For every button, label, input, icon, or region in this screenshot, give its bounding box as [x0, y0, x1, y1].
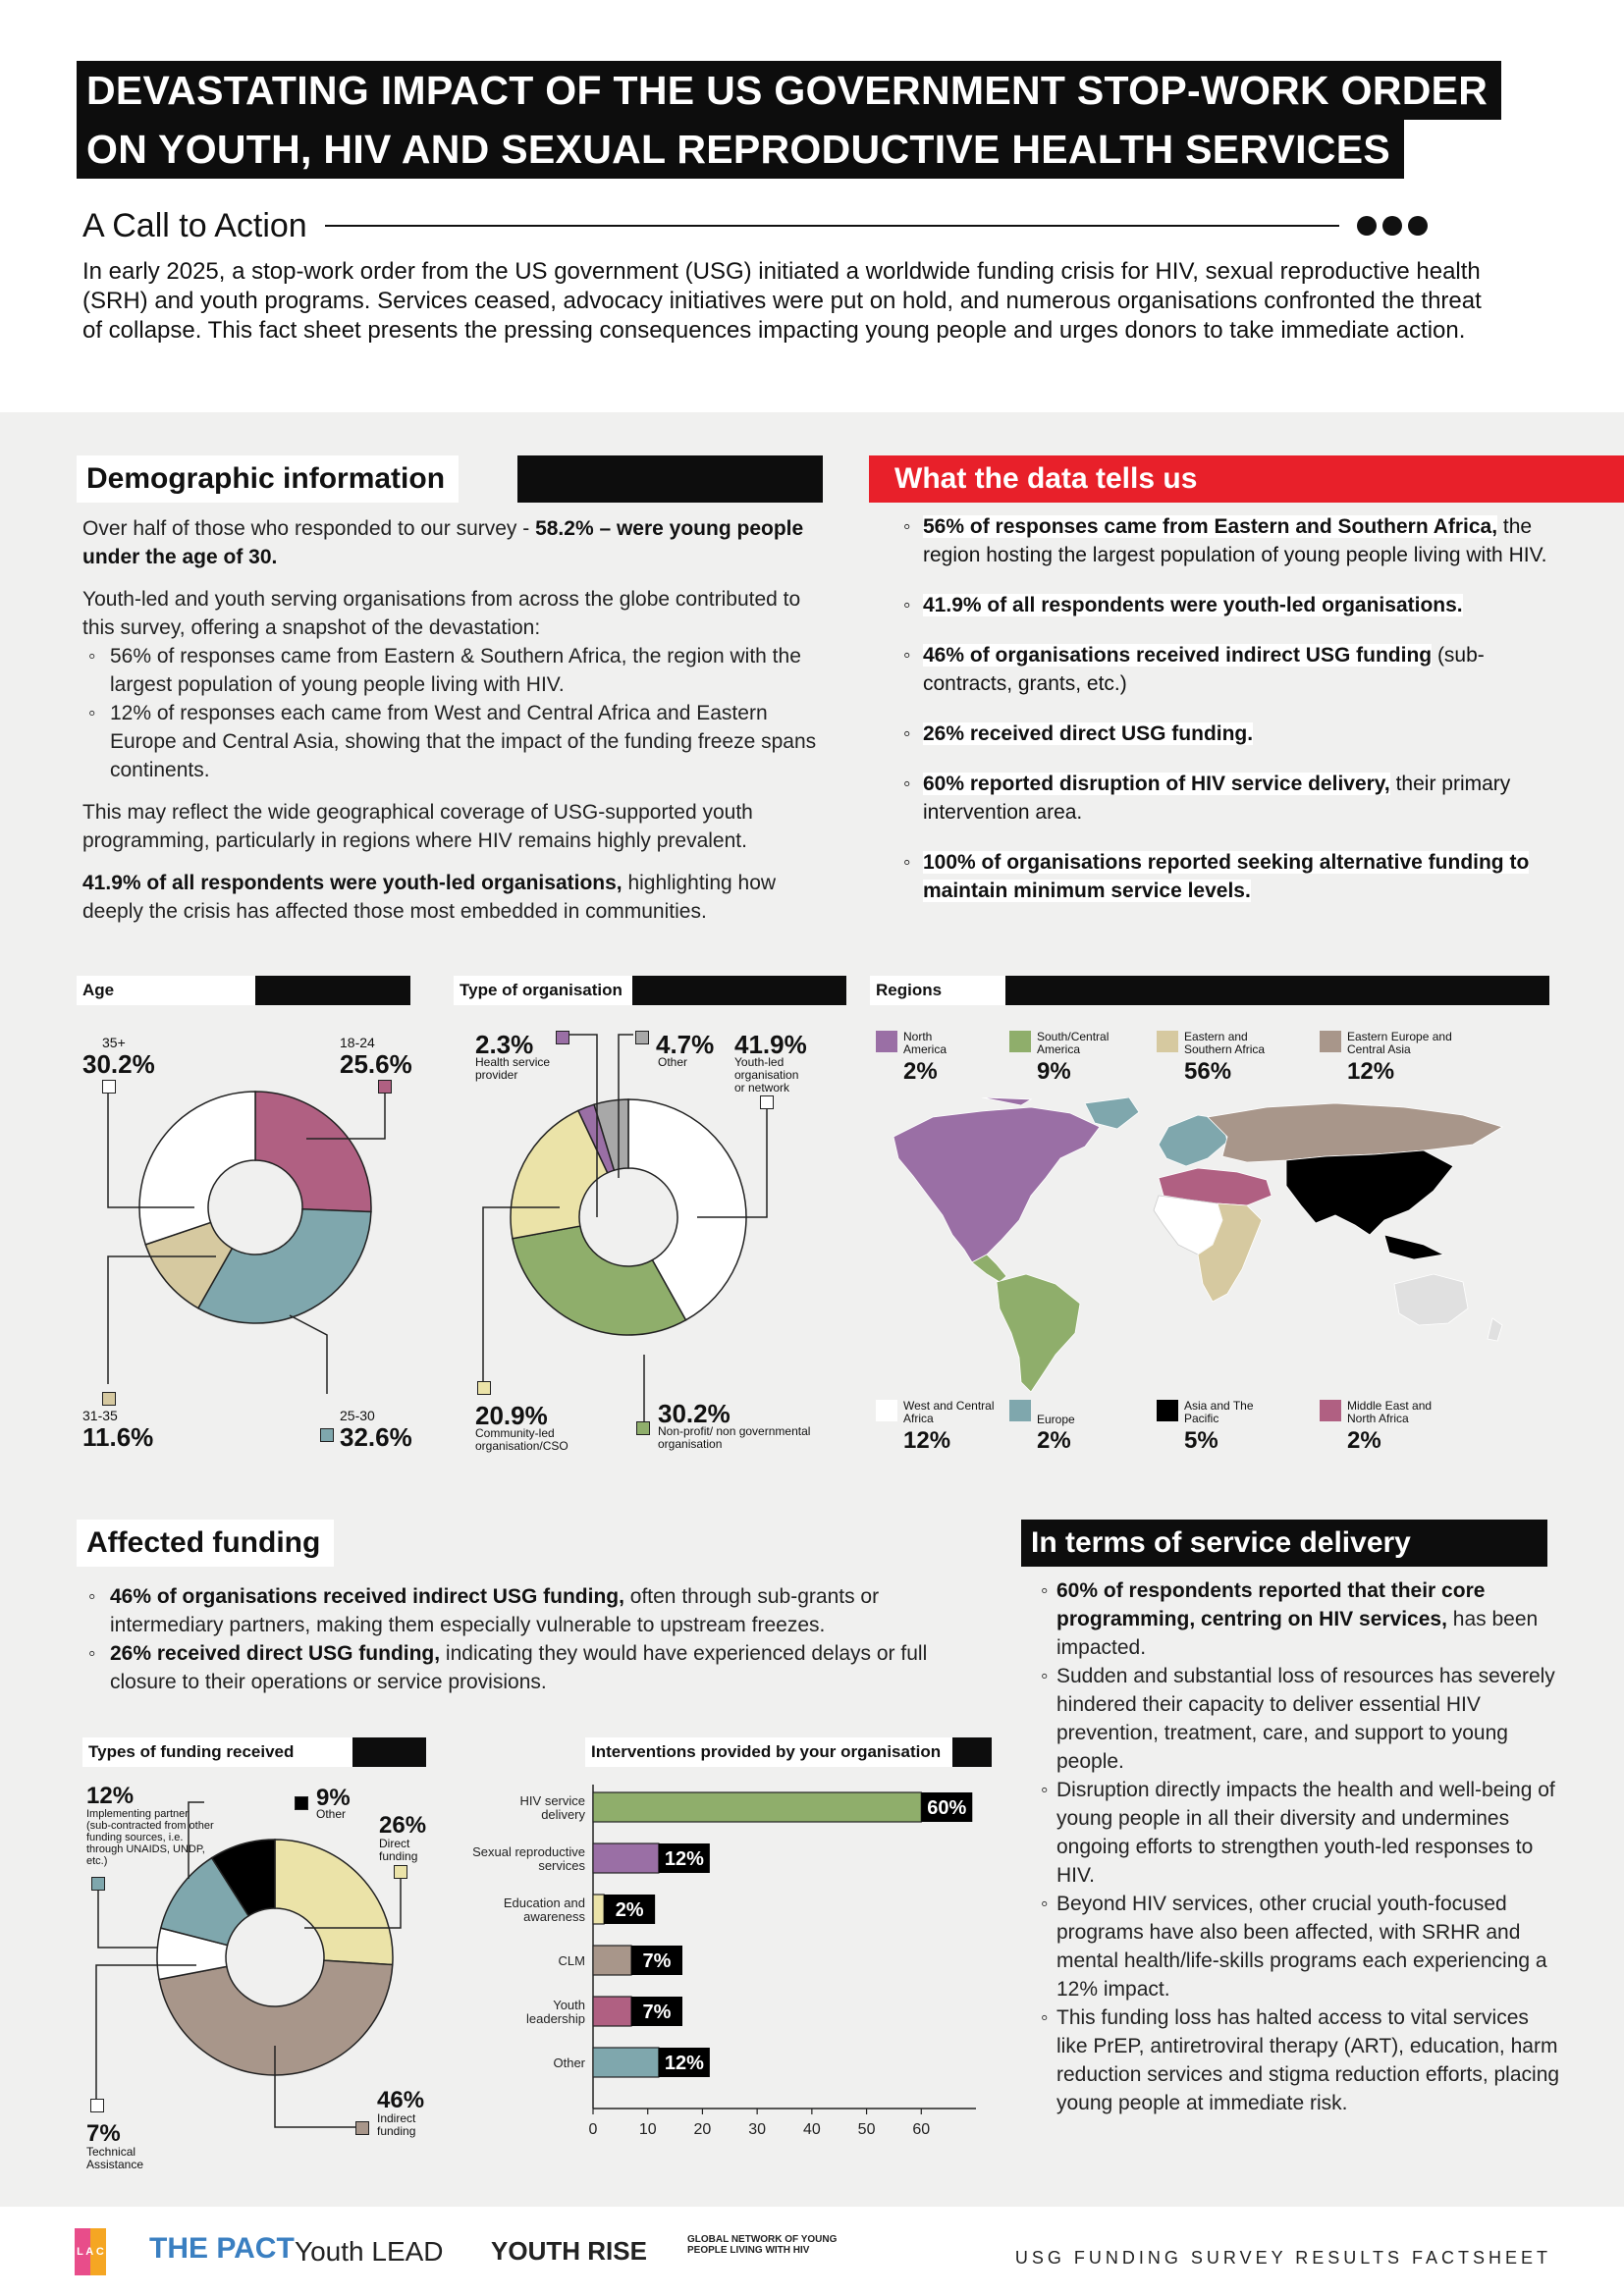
legend-pct: 2%	[1037, 1427, 1071, 1454]
legend-swatch	[1009, 1400, 1031, 1421]
age-label-pct: 25.6%	[340, 1049, 412, 1079]
item-bold: 41.9% of all respondents were youth-led organisations.	[923, 594, 1463, 616]
legend-swatch	[295, 1796, 308, 1810]
age-heading-label: Age	[77, 976, 255, 1005]
funding-label-name: Implementing partner (sub-contracted from other funding sources, i.e. through UNAIDS, UNDP, etc.)	[86, 1808, 214, 1867]
heading-bar	[517, 455, 823, 503]
org-label-pct: 30.2%	[658, 1399, 731, 1428]
gnp-logo: GLOBAL NETWORK OF YOUNG PEOPLE LIVING WITH HIV	[687, 2234, 838, 2256]
new-zealand-shape	[1488, 1318, 1502, 1341]
x-tick-label: 40	[802, 2121, 821, 2138]
call-to-action-row	[82, 204, 1428, 247]
page-title	[77, 61, 1501, 179]
list-item	[903, 641, 1551, 698]
list-item	[82, 1582, 996, 1639]
donut-slice	[255, 1092, 371, 1211]
bar	[593, 1997, 631, 2026]
funding-label-pct: 9%	[316, 1785, 351, 1811]
legend-swatch	[320, 1428, 334, 1442]
donut-slice	[513, 1226, 685, 1335]
legend-name: Eastern and Southern Africa	[1184, 1030, 1266, 1056]
age-label-pct: 11.6%	[82, 1422, 154, 1452]
bar	[593, 1792, 921, 1822]
funding-label-name: Technical Assistance	[86, 2145, 144, 2171]
age-label-group: 18-24	[340, 1035, 375, 1050]
youth-lead-logo: Youth LEAD	[295, 2236, 444, 2267]
org-label-name: Health service provider	[475, 1055, 551, 1082]
item-normal: often through sub-grants or intermediary partners, making them especially vulnerable to upstream freezes.	[110, 1585, 880, 1636]
demographic-bullets	[82, 642, 829, 784]
value-label: 60%	[927, 1797, 967, 1819]
item-bold: 56% of responses came from Eastern and Southern Africa,	[923, 515, 1498, 538]
demographic-p1	[82, 514, 829, 571]
item-normal: (sub-contracts, grants, etc.)	[923, 644, 1485, 695]
item-bold: 26% received direct USG funding.	[923, 722, 1254, 745]
service-heading-label: In terms of service delivery	[1021, 1520, 1547, 1567]
list-item	[1041, 1662, 1561, 1776]
legend-pct: 5%	[1184, 1427, 1218, 1454]
age-label-group: 35+	[102, 1035, 126, 1050]
legend-swatch	[378, 1080, 392, 1094]
title-line-1: DEVASTATING IMPACT OF THE US GOVERNMENT STOP-WORK ORDER	[77, 61, 1501, 120]
funding-label-name: Direct funding	[379, 1837, 418, 1863]
org-label-pct: 4.7%	[656, 1030, 715, 1059]
demographic-heading	[77, 455, 823, 503]
item-normal: the region hosting the largest population of young people living with HIV.	[923, 515, 1547, 566]
value-label: 12%	[664, 2053, 704, 2074]
legend-pct: 56%	[1184, 1058, 1232, 1085]
legend-swatch	[91, 1877, 105, 1891]
funding-types-heading	[82, 1737, 426, 1767]
interventions-heading	[585, 1737, 992, 1767]
interventions-heading-label: Interventions provided by your organisation	[585, 1737, 952, 1767]
org-label-name: Youth-led organisation or network	[734, 1055, 799, 1095]
item-bold: 60% of respondents reported that their core programming, centring on HIV services,	[1056, 1579, 1486, 1630]
org-label-pct: 20.9%	[475, 1401, 548, 1430]
org-label-pct: 2.3%	[475, 1030, 534, 1059]
bar	[593, 2048, 659, 2077]
item-bold: 100% of organisations reported seeking alternative funding to maintain minimum service levels.	[923, 851, 1530, 902]
legend-pct: 2%	[1347, 1427, 1381, 1454]
legend-name: West and Central Africa	[903, 1399, 995, 1425]
org-chart-heading	[454, 976, 846, 1005]
service-list	[1041, 1576, 1561, 2117]
category-label: awareness	[523, 1909, 585, 1924]
bar	[593, 1843, 659, 1873]
age-label-pct: 32.6%	[340, 1422, 412, 1452]
south-america-shape	[997, 1274, 1080, 1392]
category-label: Education and	[503, 1896, 585, 1910]
item-normal: their primary intervention area.	[923, 773, 1511, 824]
interventions-bar-chart	[448, 1785, 1017, 2158]
category-label: CLM	[558, 1953, 585, 1968]
australia-shape	[1394, 1274, 1468, 1325]
legend-name: South/Central America	[1037, 1030, 1110, 1056]
legend-swatch	[1157, 1031, 1178, 1052]
bar	[593, 1946, 631, 1975]
donut-slice	[139, 1092, 255, 1245]
legend-pct: 2%	[903, 1058, 938, 1085]
legend-pct: 12%	[903, 1427, 951, 1454]
legend-name: Middle East and North Africa	[1347, 1399, 1433, 1425]
p4-normal: highlighting how deeply the crisis has affected those most embedded in communities.	[82, 872, 777, 923]
list-item	[903, 720, 1551, 748]
world-map	[874, 1097, 1551, 1392]
asia-pacific-shape	[1286, 1150, 1453, 1259]
dot-icon	[1382, 216, 1402, 236]
item-normal: Disruption directly impacts the health and well-being of young people in all their diversity and undermines ongoing efforts to strengthen youth-led responses to HIV.	[1056, 1779, 1555, 1887]
youth-rise-logo: YOUTH RISE	[491, 2236, 647, 2266]
p1-normal: Over half of those who responded to our survey -	[82, 517, 536, 540]
age-label-group: 25-30	[340, 1408, 375, 1423]
age-label-pct: 30.2%	[82, 1049, 155, 1079]
legend-swatch	[355, 2121, 369, 2135]
funding-text	[82, 1582, 996, 1696]
demographic-p4	[82, 869, 829, 926]
list-item	[1041, 1576, 1561, 1662]
funding-heading	[77, 1520, 1019, 1567]
category-label: delivery	[541, 1807, 585, 1822]
list-item: ◦ 56% of responses came from Eastern & Southern Africa, the region with the largest population of young people living with HIV.	[82, 642, 829, 699]
donut-slice	[198, 1209, 371, 1323]
legend-swatch	[760, 1095, 774, 1109]
org-label-name: Community-led organisation/CSO	[475, 1426, 568, 1453]
category-label: Youth	[553, 1998, 585, 2012]
legend-swatch	[556, 1031, 569, 1044]
x-tick-label: 20	[693, 2121, 712, 2138]
demographic-text	[82, 514, 829, 939]
age-chart-heading	[77, 976, 410, 1005]
donut-slice	[159, 1960, 393, 2075]
demographic-p3: This may reflect the wide geographical coverage of USG-supported youth programming, particularly in regions where HIV remains highly prevalent.	[82, 801, 753, 852]
category-label: Other	[553, 2056, 585, 2070]
subtitle: A Call to Action	[82, 206, 307, 244]
legend-pct: 9%	[1037, 1058, 1071, 1085]
dot-icon	[1357, 216, 1377, 236]
list-item	[903, 512, 1551, 569]
legend-name: Asia and The Pacific	[1184, 1399, 1254, 1425]
funding-types-label: Types of funding received	[82, 1737, 352, 1767]
list-item	[1041, 2003, 1561, 2117]
heading-bar	[352, 1737, 426, 1767]
x-tick-label: 10	[638, 2121, 657, 2138]
regions-heading	[870, 976, 1549, 1005]
list-item	[1041, 1776, 1561, 1890]
heading-bar	[952, 1737, 992, 1767]
funding-heading-label: Affected funding	[77, 1520, 334, 1567]
item-bold: 46% of organisations received indirect USG funding	[923, 644, 1433, 667]
funding-bullets	[82, 1582, 996, 1696]
leader-line	[290, 1315, 327, 1394]
org-heading-label: Type of organisation	[454, 976, 632, 1005]
org-label-pct: 41.9%	[734, 1030, 807, 1059]
legend-swatch	[876, 1400, 897, 1421]
item-normal: indicating they would have experienced delays or full closure to their operations or service provisions.	[110, 1642, 928, 1693]
legend-swatch	[1157, 1400, 1178, 1421]
item-bold: 26% received direct USG funding,	[110, 1642, 441, 1665]
lac-logo: L A C	[75, 2228, 106, 2275]
item-bold: 46% of organisations received indirect USG funding,	[110, 1585, 624, 1608]
p1-bold: 58.2% – were young people under the age of 30.	[82, 517, 804, 568]
category-label: leadership	[526, 2011, 585, 2026]
value-label: 12%	[664, 1848, 704, 1870]
legend-swatch	[636, 1421, 650, 1435]
category-label: HIV service	[519, 1793, 585, 1808]
value-label: 7%	[642, 1950, 672, 1972]
demographic-heading-label: Demographic information	[77, 455, 459, 503]
heading-bar	[255, 976, 410, 1005]
list-item	[1041, 1890, 1561, 2003]
fund-donut	[157, 1840, 393, 2075]
legend-name: Europe	[1037, 1413, 1075, 1426]
x-tick-label: 60	[912, 2121, 931, 2138]
heading-bar	[1005, 976, 1549, 1005]
eeca-shape	[1208, 1103, 1502, 1162]
leader-line	[98, 1883, 157, 1948]
intro-paragraph: In early 2025, a stop-work order from the US government (USG) initiated a worldwide funding crisis for HIV, sexual reproductive health (SRH) and youth programs. Services ceased, advocacy initiatives were put on hold, and numerous organisations confronted the threat of collapse. This fact sheet presents the pressing consequences impacting young people and urges donors to take immediate action.	[82, 258, 1482, 344]
item-bold: 60% reported disruption of HIV service delivery,	[923, 773, 1390, 795]
org-label-name: Non-profit/ non governmental organisation	[658, 1424, 811, 1451]
item-normal: This funding loss has halted access to vital services like PrEP, antiretroviral therapy (ART), education, harm reduction services and stigma reduction efforts, placing young people at immediate risk.	[1056, 2006, 1560, 2114]
dot-icon	[1408, 216, 1428, 236]
funding-label-pct: 46%	[377, 2087, 425, 2113]
demographic-p2: Youth-led and youth serving organisations from across the globe contributed to this survey, offering a snapshot of the devastation:	[82, 588, 801, 639]
legend-swatch	[635, 1031, 649, 1044]
list-item: ◦ 12% of responses each came from West and Central Africa and Eastern Europe and Central Asia, showing that the impact of the funding freeze spans continents.	[82, 699, 829, 784]
category-label: Sexual reproductive	[472, 1844, 585, 1859]
the-pact-logo: THE PACT	[149, 2232, 295, 2265]
x-tick-label: 30	[748, 2121, 767, 2138]
list-item	[82, 1639, 996, 1696]
legend-swatch	[90, 2099, 104, 2112]
funding-label-pct: 26%	[379, 1812, 427, 1839]
legend-swatch	[477, 1381, 491, 1395]
bar	[593, 1895, 604, 1924]
funding-label-pct: 12%	[86, 1783, 135, 1809]
x-tick-label: 50	[857, 2121, 876, 2138]
legend-name: North America	[903, 1030, 947, 1056]
list-item	[903, 591, 1551, 619]
service-heading	[1021, 1520, 1547, 1567]
footer	[0, 2207, 1624, 2296]
age-label-group: 31-35	[82, 1408, 118, 1423]
regions-heading-label: Regions	[870, 976, 1005, 1005]
legend-swatch	[102, 1080, 116, 1094]
legend-swatch	[102, 1392, 116, 1406]
legend-name: Eastern Europe and Central Asia	[1347, 1030, 1452, 1056]
legend-swatch	[1009, 1031, 1031, 1052]
item-normal: has been impacted.	[1056, 1608, 1539, 1659]
list-item	[903, 770, 1551, 827]
data-tells-list	[903, 512, 1551, 927]
value-label: 2%	[615, 1899, 644, 1921]
legend-swatch	[1320, 1031, 1341, 1052]
legend-pct: 12%	[1347, 1058, 1395, 1085]
north-america-shape	[893, 1097, 1100, 1262]
x-tick-label: 0	[588, 2121, 598, 2138]
data-tells-heading: What the data tells us	[869, 455, 1624, 503]
legend-swatch	[876, 1031, 897, 1052]
funding-label-name: Indirect funding	[377, 2111, 416, 2138]
item-normal: Sudden and substantial loss of resources has severely hindered their capacity to deliver essential HIV prevention, treatment, care, and support to young people.	[1056, 1665, 1555, 1773]
org-label-name: Other	[658, 1055, 688, 1069]
legend-swatch	[1320, 1400, 1341, 1421]
dots-decoration	[1357, 216, 1428, 236]
category-label: services	[538, 1858, 585, 1873]
heading-bar	[632, 976, 846, 1005]
legend-swatch	[394, 1865, 407, 1879]
p4-bold: 41.9% of all respondents were youth-led organisations,	[82, 872, 623, 894]
donut-slice	[275, 1840, 393, 1965]
item-normal: Beyond HIV services, other crucial youth-focused programs have also been affected, with SRHR and mental health/life-skills programs each experiencing a 12% impact.	[1056, 1893, 1547, 2001]
funding-label-name: Other	[316, 1807, 347, 1821]
list-item	[903, 848, 1551, 905]
funding-label-pct: 7%	[86, 2120, 121, 2147]
title-line-2: ON YOUTH, HIV AND SEXUAL REPRODUCTIVE HEALTH SERVICES	[77, 120, 1404, 179]
divider-line	[325, 225, 1339, 227]
value-label: 7%	[642, 2002, 672, 2023]
footer-title: USG FUNDING SURVEY RESULTS FACTSHEET	[1014, 2248, 1551, 2268]
